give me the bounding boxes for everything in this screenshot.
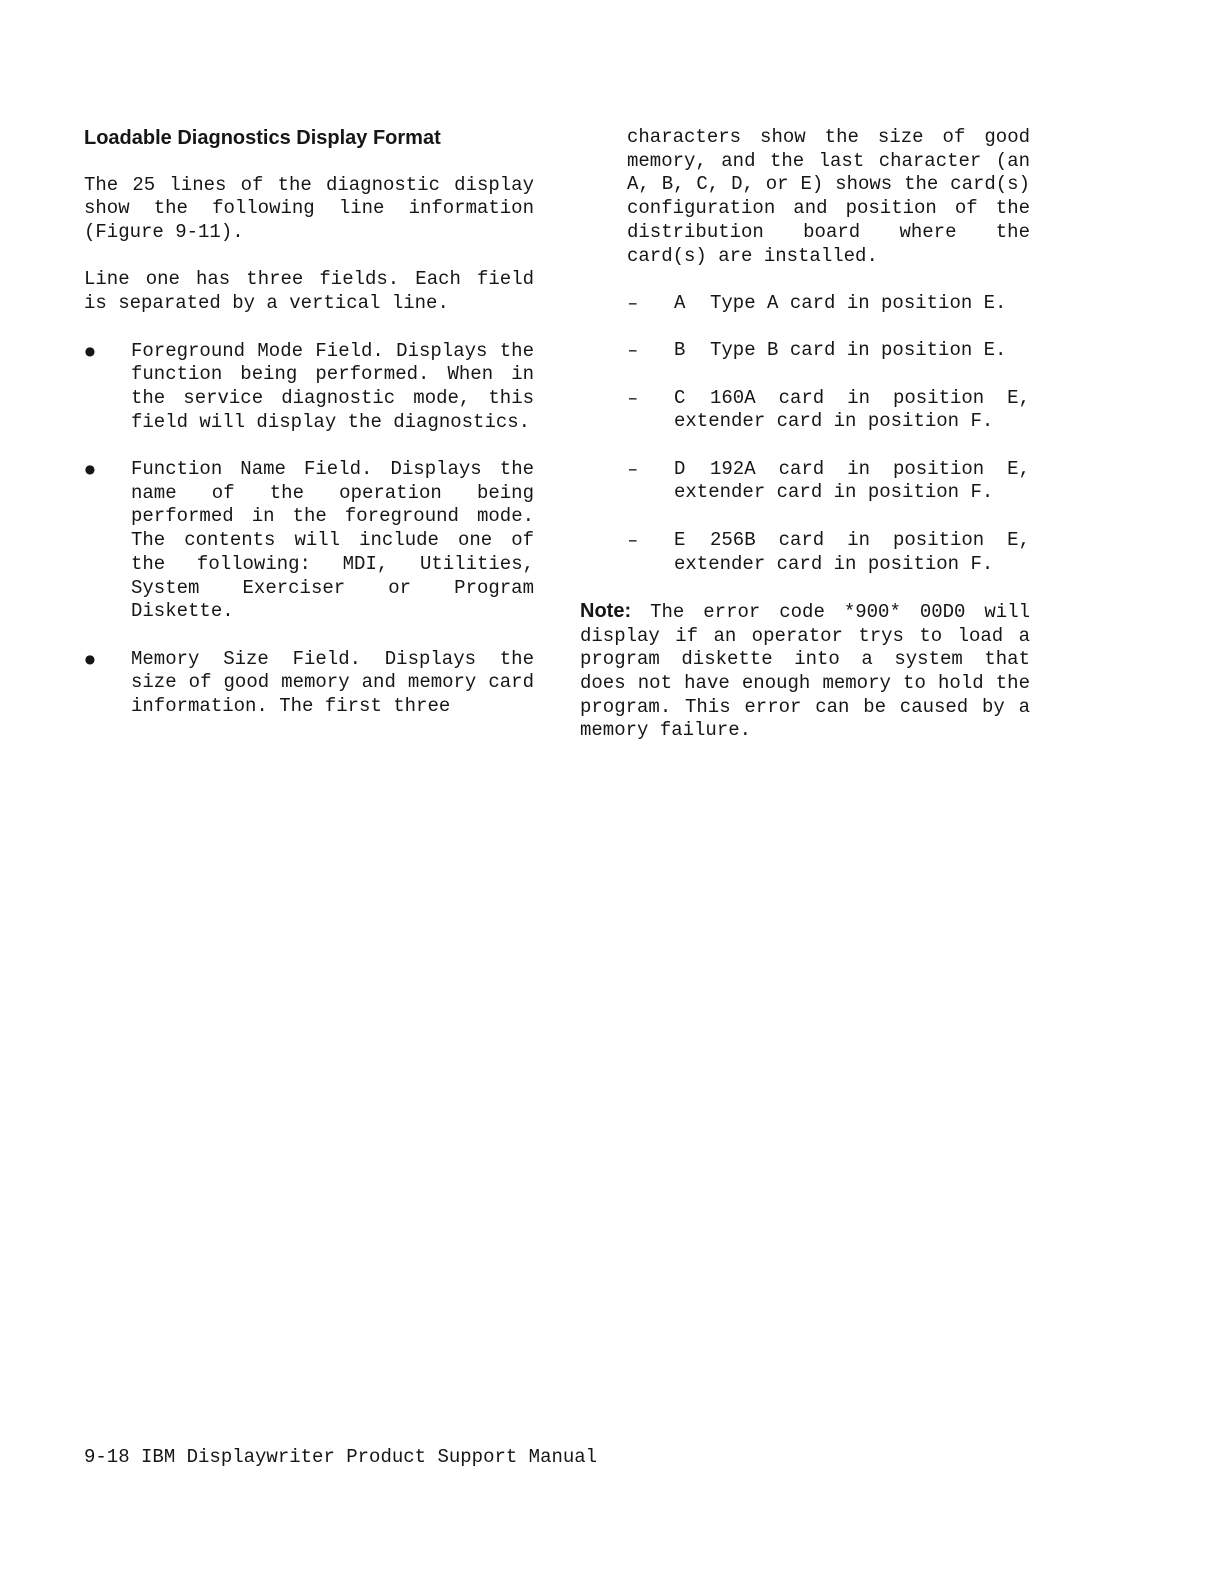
continuation-paragraph: characters show the size of good memory, and the last character (an A, B, C, D, or E) shows the card(s) configuration and position of the distribution board where the card(s) are installed. — [627, 126, 1030, 267]
note-label: Note: — [580, 599, 632, 622]
right-column — [580, 126, 1030, 743]
note-text: The error code *900* 00D0 will display if an operator trys to load a program diskette into a system that does not have enough memory to hold the program. This error can be caused by a memory failure. — [580, 600, 1031, 742]
list-item — [580, 458, 1030, 505]
list-item — [580, 387, 1030, 434]
section-heading: Loadable Diagnostics Display Format — [84, 127, 441, 149]
dash-icon: – — [628, 386, 638, 409]
bullet-text: Foreground Mode Field. Displays the function being performed. When in the service diagnostic mode, this field will display the diagnostics. — [131, 339, 534, 433]
list-item — [580, 339, 1030, 363]
card-code: C — [674, 386, 686, 409]
dash-icon: – — [628, 291, 638, 314]
note-paragraph — [580, 600, 1030, 743]
bullet-text: Function Name Field. Displays the name of the operation being performed in the foreground mode. The contents will include one of the following: MDI, Utilities, System Exerciser or Program Diskette. — [131, 458, 534, 623]
bullet-dot-icon: ● — [84, 343, 96, 358]
card-text: 256B card in position E, extender card in position F. — [674, 528, 1030, 575]
left-column — [84, 126, 534, 719]
list-item — [84, 648, 534, 719]
card-text: Type A card in position E. — [710, 291, 1007, 314]
dash-icon: – — [628, 339, 638, 362]
bullet-dot-icon: ● — [84, 462, 96, 477]
line-one-paragraph: Line one has three fields. Each field is separated by a vertical line. — [84, 268, 534, 315]
card-text: 192A card in position E, extender card in position F. — [674, 457, 1030, 504]
card-code: A — [674, 291, 686, 314]
card-text: Type B card in position E. — [710, 339, 1007, 362]
list-item — [84, 340, 534, 435]
list-item — [580, 292, 1030, 316]
bullet-text: Memory Size Field. Displays the size of good memory and memory card information. The first three — [131, 647, 534, 718]
list-item — [580, 529, 1030, 576]
dash-icon: – — [628, 457, 638, 480]
card-text: 160A card in position E, extender card in position F. — [674, 386, 1030, 433]
dash-icon: – — [628, 528, 638, 551]
card-code: B — [674, 339, 686, 362]
card-code: E — [674, 528, 686, 551]
card-code: D — [674, 457, 686, 480]
intro-paragraph: The 25 lines of the diagnostic display show the following line information (Figure 9-11). — [84, 173, 534, 244]
bullet-dot-icon: ● — [84, 651, 96, 666]
page-footer: 9-18 IBM Displaywriter Product Support Manual — [84, 1446, 598, 1468]
list-item — [84, 458, 534, 624]
